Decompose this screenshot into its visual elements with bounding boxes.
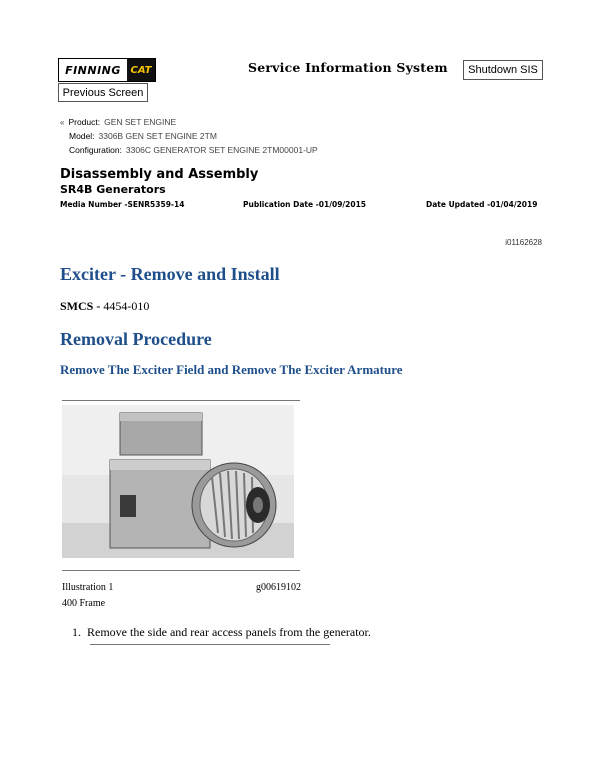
step-number: 1.: [72, 625, 81, 639]
illustration-top-rule: [62, 400, 300, 401]
generator-illustration: [62, 405, 294, 558]
media-number: Media Number -SENR5359-14: [60, 200, 185, 209]
illustration-caption: 400 Frame: [62, 598, 106, 609]
model-row: [69, 131, 217, 141]
publication-date: Publication Date -01/09/2015: [243, 200, 367, 209]
illustration-label: Illustration 1: [62, 582, 114, 593]
smcs-code: [60, 299, 149, 314]
subsection-heading: Remove The Exciter Field and Remove The Exciter Armature: [60, 362, 403, 377]
model-value: 3306B GEN SET ENGINE 2TM: [98, 131, 217, 141]
step-rule: [90, 644, 330, 645]
procedure-step: [72, 625, 371, 640]
model-key: Model:: [69, 131, 95, 141]
configuration-key: Configuration:: [69, 145, 122, 155]
product-row: [60, 117, 176, 127]
smcs-value: 4454-010: [103, 299, 150, 313]
finning-cat-logo: [58, 58, 156, 82]
double-chevron-left-icon[interactable]: «: [60, 118, 65, 127]
document-title: Disassembly and Assembly: [60, 167, 259, 182]
product-key: Product:: [68, 117, 101, 127]
product-value: GEN SET ENGINE: [104, 117, 177, 127]
configuration-value: 3306C GENERATOR SET ENGINE 2TM00001-UP: [125, 145, 318, 155]
logo-badge: CAT: [127, 59, 155, 81]
document-subtitle: SR4B Generators: [60, 183, 166, 196]
section-heading: Removal Procedure: [60, 329, 212, 349]
previous-screen-button[interactable]: Previous Screen: [58, 83, 148, 102]
step-text: Remove the side and rear access panels from the generator.: [87, 625, 371, 639]
configuration-row: [69, 145, 318, 155]
document-id: i01162628: [505, 238, 542, 247]
illustration-code: g00619102: [256, 582, 301, 593]
date-updated: Date Updated -01/04/2019: [426, 200, 538, 209]
page-heading: Exciter - Remove and Install: [60, 264, 280, 284]
shutdown-sis-button[interactable]: Shutdown SIS: [463, 60, 543, 80]
app-title: Service Information System: [248, 60, 448, 75]
logo-text: FINNING: [65, 63, 121, 77]
illustration-bottom-rule: [62, 570, 300, 571]
smcs-label: SMCS -: [60, 299, 104, 313]
